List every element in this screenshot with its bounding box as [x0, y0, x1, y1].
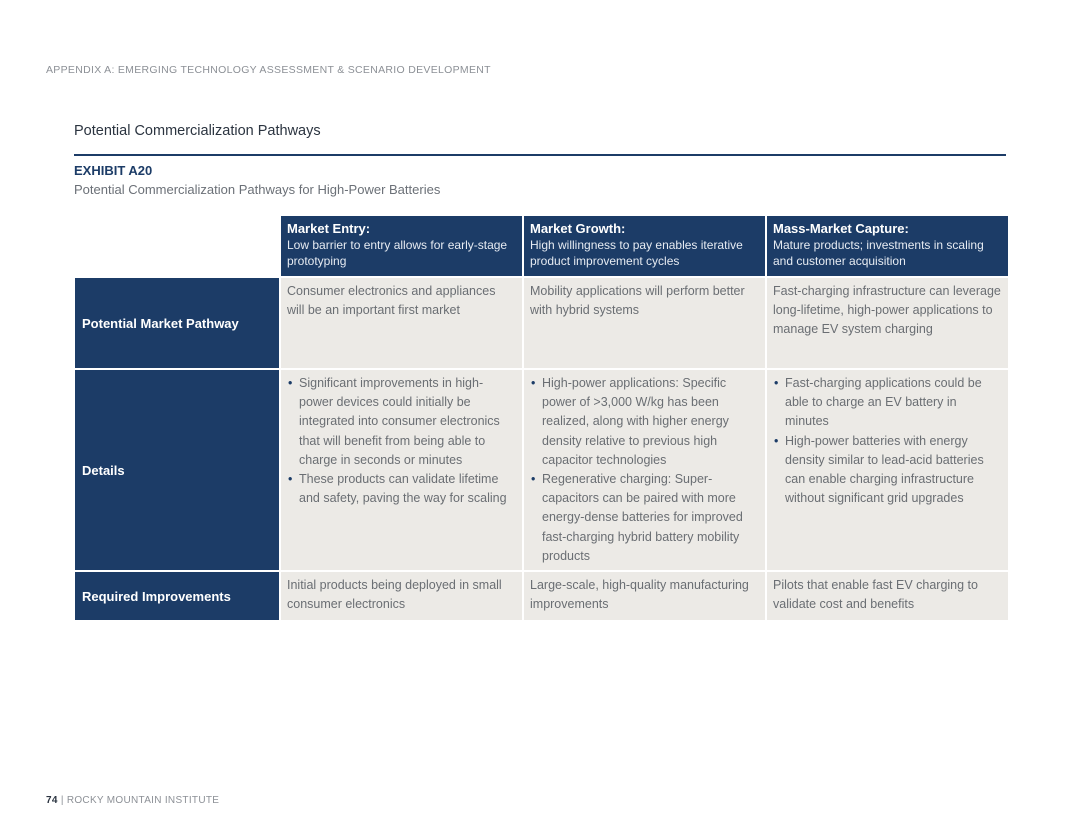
- row-header: Potential Market Pathway: [75, 278, 279, 368]
- bullet-item: • Regenerative charging: Super-capacitors can be paired with more energy-dense batteries for improved fast-charging hybrid battery mobility products: [530, 470, 759, 566]
- exhibit-label: EXHIBIT A20: [74, 163, 153, 178]
- bullet-item: • High-power applications: Specific power of >3,000 W/kg has been realized, along with higher energy density relative to previous high capacitor technologies: [530, 374, 759, 470]
- running-header: APPENDIX A: EMERGING TECHNOLOGY ASSESSMENT & SCENARIO DEVELOPMENT: [46, 64, 491, 76]
- column-title: Market Growth:: [530, 221, 626, 236]
- bullet-item: • These products can validate lifetime and safety, paving the way for scaling: [287, 470, 516, 508]
- section-divider: [74, 154, 1006, 156]
- row-header: Details: [75, 370, 279, 570]
- table-corner: [75, 216, 279, 276]
- row-header: Required Improvements: [75, 572, 279, 620]
- column-header-mass-market-capture: [767, 216, 1008, 276]
- table-cell: Pilots that enable fast EV charging to validate cost and benefits: [767, 572, 1008, 620]
- bullet-item: • Significant improvements in high-power devices could initially be integrated into consumer electronics that will benefit from being able to charge in seconds or minutes: [287, 374, 516, 470]
- exhibit-caption: Potential Commercialization Pathways for High-Power Batteries: [74, 182, 441, 197]
- bullet-list: [287, 374, 516, 508]
- column-title: Market Entry:: [287, 221, 371, 236]
- bullet-list: [530, 374, 759, 566]
- column-header-market-entry: [281, 216, 522, 276]
- column-subtitle: High willingness to pay enables iterative product improvement cycles: [530, 238, 743, 268]
- table-header-row: [75, 216, 1008, 276]
- page-number: 74: [46, 795, 58, 806]
- table-row-required-improvements: [75, 572, 1008, 620]
- bullet-item: • High-power batteries with energy density similar to lead-acid batteries can enable charging infrastructure without significant grid upgrades: [773, 432, 1002, 509]
- column-subtitle: Mature products; investments in scaling and customer acquisition: [773, 238, 984, 268]
- footer-org: ROCKY MOUNTAIN INSTITUTE: [66, 795, 220, 806]
- table-cell: Initial products being deployed in small consumer electronics: [281, 572, 522, 620]
- table-cell: [281, 370, 522, 570]
- pathways-table: [73, 214, 1010, 622]
- bullet-item: • Fast-charging applications could be able to charge an EV battery in minutes: [773, 374, 1002, 432]
- column-subtitle: Low barrier to entry allows for early-stage prototyping: [287, 238, 508, 268]
- footer-separator: |: [60, 795, 64, 806]
- table-cell: [524, 370, 765, 570]
- column-title: Mass-Market Capture:: [773, 221, 909, 236]
- table-cell: Large-scale, high-quality manufacturing improvements: [524, 572, 765, 620]
- table-cell: [767, 370, 1008, 570]
- table-row-details: [75, 370, 1008, 570]
- page-footer: [46, 795, 219, 806]
- table-cell: Consumer electronics and appliances will be an important first market: [281, 278, 522, 368]
- table-cell: Fast-charging infrastructure can leverage long-lifetime, high-power applications to manage EV system charging: [767, 278, 1008, 368]
- column-header-market-growth: [524, 216, 765, 276]
- section-title: Potential Commercialization Pathways: [74, 123, 321, 139]
- table-row-potential-market-pathway: [75, 278, 1008, 368]
- bullet-list: [773, 374, 1002, 508]
- table-cell: Mobility applications will perform better with hybrid systems: [524, 278, 765, 368]
